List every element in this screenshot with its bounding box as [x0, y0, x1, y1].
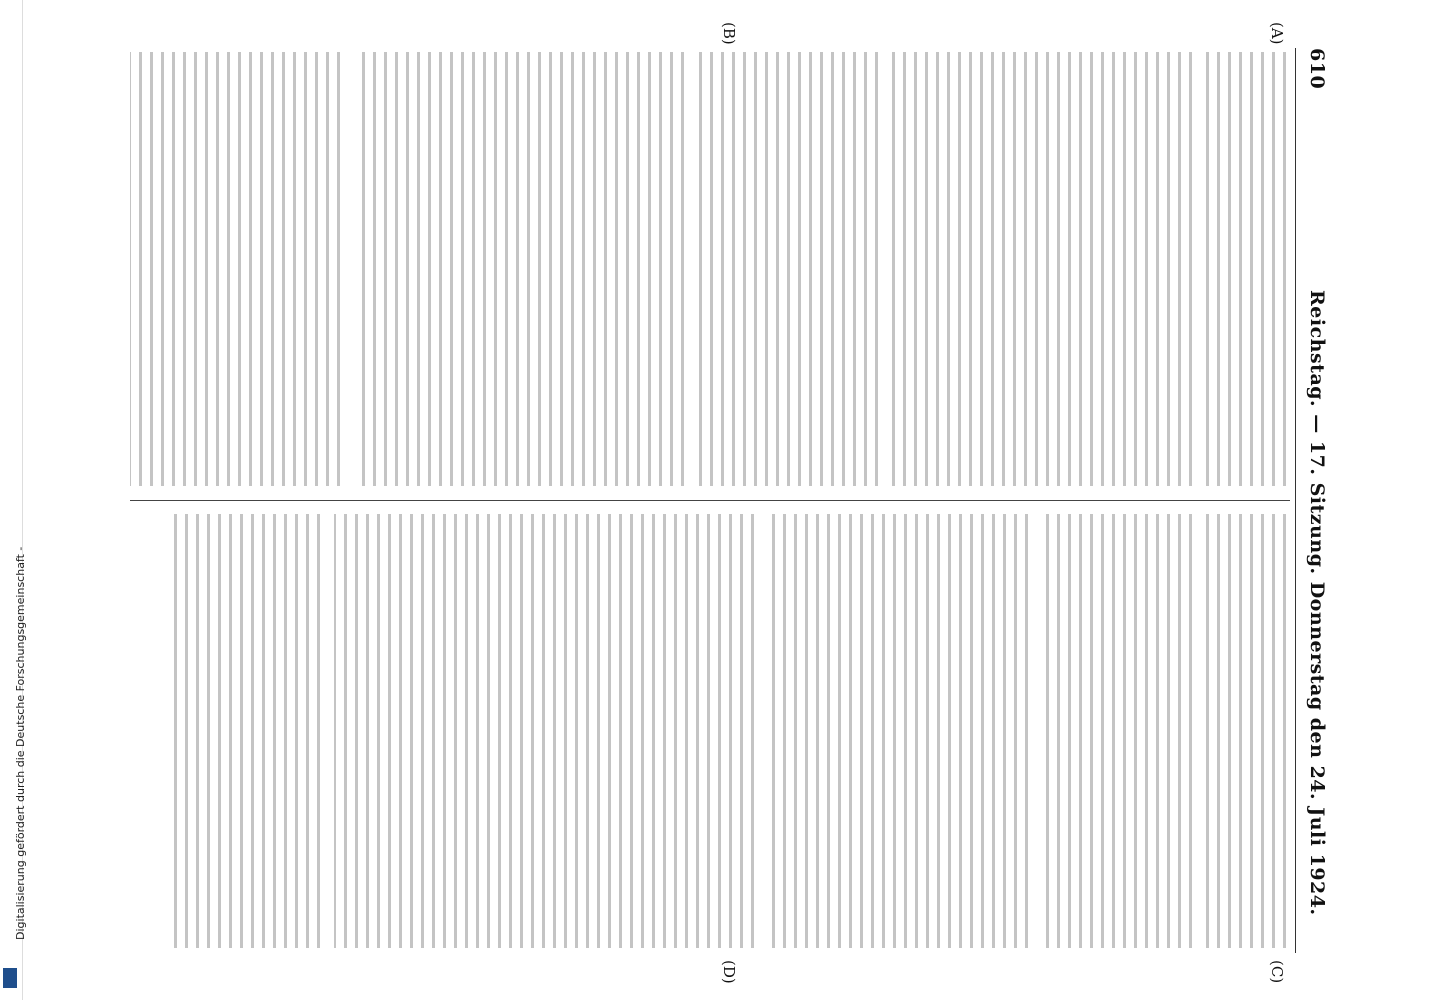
text-block	[1206, 52, 1286, 486]
digitization-side-strip	[0, 0, 27, 1000]
right-text-column	[156, 514, 1286, 948]
text-block	[768, 514, 1028, 948]
header-rule	[1295, 48, 1296, 953]
text-block	[130, 52, 340, 486]
text-block	[892, 52, 1192, 486]
running-head: Reichstag. — 17. Sitzung. Donnerstag den 24. Juli 1924.	[1306, 290, 1328, 916]
text-block	[354, 52, 684, 486]
text-block	[170, 514, 320, 948]
page-number: 610	[1306, 48, 1328, 90]
margin-letter-b: (B)	[720, 22, 738, 45]
column-divider	[130, 500, 1290, 501]
margin-letter-d: (D)	[720, 960, 738, 984]
text-block	[1042, 514, 1192, 948]
dfg-logo	[3, 968, 17, 988]
digitization-credit: Digitalisierung gefördert durch die Deutsche Forschungsgemeinschaft -	[14, 546, 27, 940]
text-block	[334, 514, 754, 948]
protocol-page	[110, 0, 1350, 1000]
text-block	[1206, 514, 1286, 948]
margin-letter-c: (C)	[1268, 960, 1286, 984]
left-text-column	[116, 52, 1286, 486]
text-block	[698, 52, 878, 486]
margin-letter-a: (A)	[1268, 22, 1286, 45]
